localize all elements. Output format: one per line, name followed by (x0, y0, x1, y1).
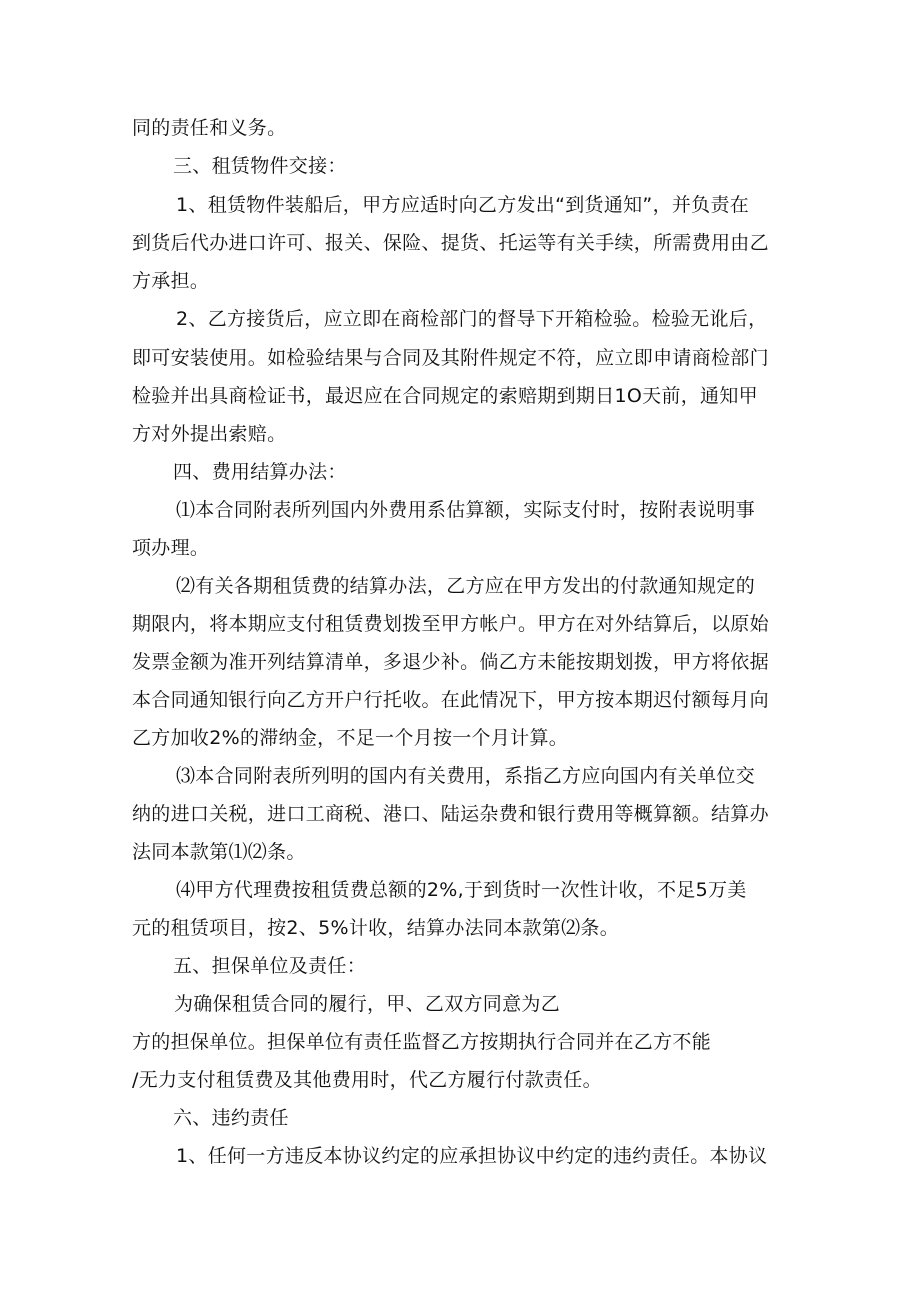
line-07: 即可安装使用。如检验结果与合同及其附件规定不符，应立即申请商检部门 (132, 347, 769, 369)
line-15: 发票金额为准开列结算清单，多退少补。倘乙方未能按期划拨，甲方将依据 (132, 651, 769, 673)
line-04: 到货后代办进口许可、报关、保险、提货、托运等有关手续，所需费用由乙 (132, 232, 769, 254)
section-heading-4: 四、费用结算办法： (173, 461, 347, 483)
line-26: /无力支付租赁费及其他费用时，代乙方履行付款责任。 (132, 1069, 602, 1091)
line-01: 同的责任和义务。 (132, 117, 287, 139)
line-24: 为确保租赁合同的履行，甲、乙双方同意为乙 (174, 993, 561, 1015)
line-17: 乙方加收2%的滞纳金，不足一个月按一个月计算。 (132, 727, 569, 749)
line-12: 项办理。 (132, 537, 210, 559)
line-25: 方的担保单位。担保单位有责任监督乙方按期执行合同并在乙方不能 (132, 1031, 712, 1053)
line-28: 1、任何一方违反本协议约定的应承担协议中约定的违约责任。本协议 (176, 1145, 768, 1167)
line-19: 纳的进口关税，进口工商税、港口、陆运杂费和银行费用等概算额。结算办 (132, 803, 769, 825)
line-18: ⑶本合同附表所列明的国内有关费用，系指乙方应向国内有关单位交 (176, 765, 756, 787)
line-03: 1、租赁物件装船后，甲方应适时向乙方发出“到货通知”，并负责在 (176, 194, 750, 216)
line-08: 检验并出具商检证书，最迟应在合同规定的索赔期到期日1O天前，通知甲 (132, 385, 758, 407)
line-05: 方承担。 (132, 270, 210, 292)
line-09: 方对外提出索赔。 (132, 423, 287, 445)
section-heading-3: 三、租赁物件交接： (173, 155, 347, 177)
line-21: ⑷甲方代理费按租赁费总额的2%,于到货时一次性计收，不足5万美 (176, 879, 747, 901)
line-16: 本合同通知银行向乙方开户行托收。在此情况下，甲方按本期迟付额每月向 (132, 689, 769, 711)
section-heading-6: 六、违约责任 (173, 1107, 289, 1129)
line-13: ⑵有关各期租赁费的结算办法，乙方应在甲方发出的付款通知规定的 (176, 575, 756, 597)
line-20: 法同本款第⑴⑵条。 (132, 841, 306, 863)
line-11: ⑴本合同附表所列国内外费用系估算额，实际支付时，按附表说明事 (176, 499, 756, 521)
line-22: 元的租赁项目，按2、5%计收，结算办法同本款第⑵条。 (132, 917, 620, 939)
section-heading-5: 五、担保单位及责任： (173, 955, 367, 977)
line-06: 2、乙方接货后，应立即在商检部门的督导下开箱检验。检验无讹后， (176, 308, 768, 330)
line-14: 期限内，将本期应支付租赁费划拨至甲方帐户。甲方在对外结算后，以原始 (132, 613, 769, 635)
